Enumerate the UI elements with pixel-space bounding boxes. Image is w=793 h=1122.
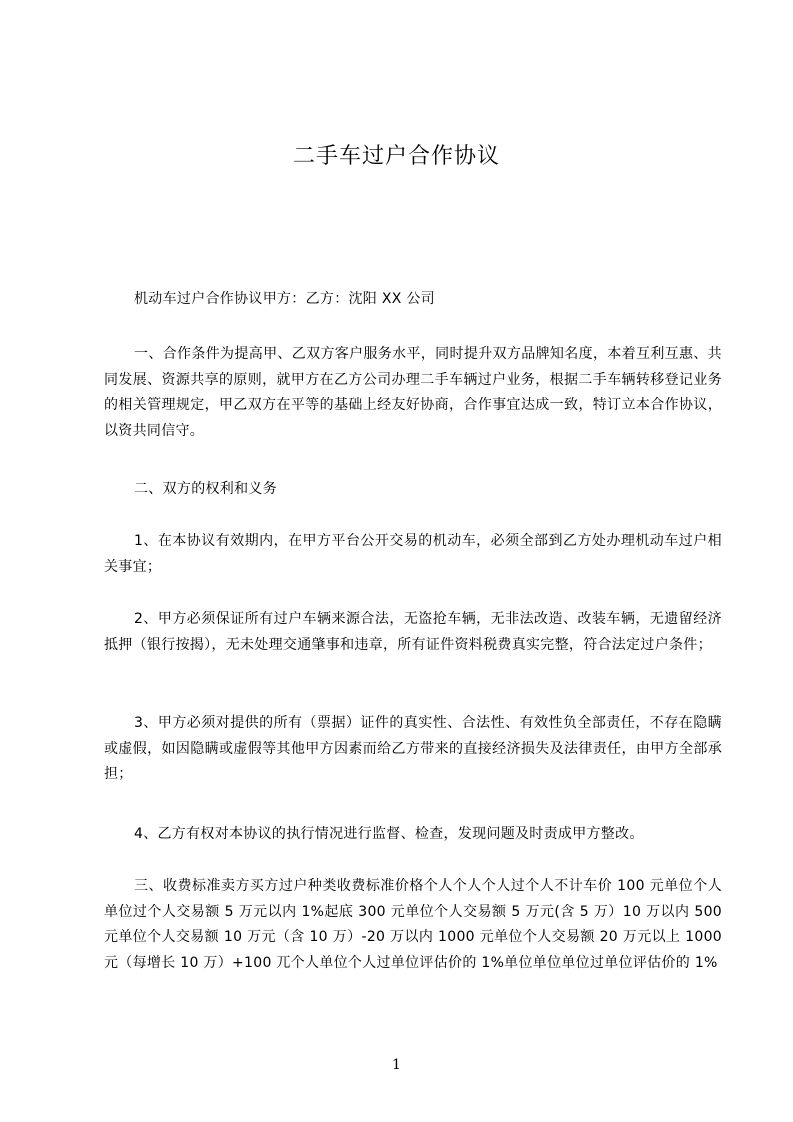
section-one-paragraph: 一、合作条件为提高甲、乙双方客户服务水平，同时提升双方品牌知名度，本着互利互惠、共同发展、资源共享的原则，就甲方在乙方公司办理二手车辆过户业务，根据二手车辆转移登记业务的相关管理规定，甲乙双方在平等的基础上经友好协商，合作事宜达成一致，特订立本合作协议，以资共同信守。: [104, 346, 722, 439]
right-item-1: 1、在本协议有效期内，在甲方平台公开交易的机动车，必须全部到乙方处办理机动车过户相关事宜；: [104, 533, 722, 575]
right-item-3: 3、甲方必须对提供的所有（票据）证件的真实性、合法性、有效性负全部责任，不存在隐瞒或虚假，如因隐瞒或虚假等其他甲方因素而给乙方带来的直接经济损失及法律责任，由甲方全部承担；: [104, 715, 722, 782]
document-title: 二手车过户合作协议: [292, 144, 500, 169]
intro-paragraph: 机动车过户合作协议甲方：乙方：沈阳 XX 公司: [134, 291, 435, 307]
section-three-paragraph: 三、收费标准卖方买方过户种类收费标准价格个人个人个人过个人不计车价 100 元单位个人单位过个人交易额 5 万元以内 1%起底 300 元单位个人交易额 5 万元(含 5 万）10 万以内 500 元单位个人交易额 10 万元（含 10 万）-20 万以内 1000 元单位个人交易额 20 万元以上 1000 元（每增长 10 万）+100 兀个人单位个人过单位评估价的 1%单位单位单位过单位评估价的 1%: [104, 878, 722, 971]
section-two-heading: 二、双方的权利和义务: [134, 481, 277, 497]
page-number: 1: [392, 1057, 401, 1073]
right-item-2: 2、甲方必须保证所有过户车辆来源合法，无盗抢车辆，无非法改造、改装车辆，无遗留经济抵押（银行按揭），无未处理交通肇事和违章，所有证件资料税费真实完整，符合法定过户条件；: [104, 611, 722, 653]
right-item-4: 4、乙方有权对本协议的执行情况进行监督、检查，发现问题及时责成甲方整改。: [134, 826, 644, 842]
